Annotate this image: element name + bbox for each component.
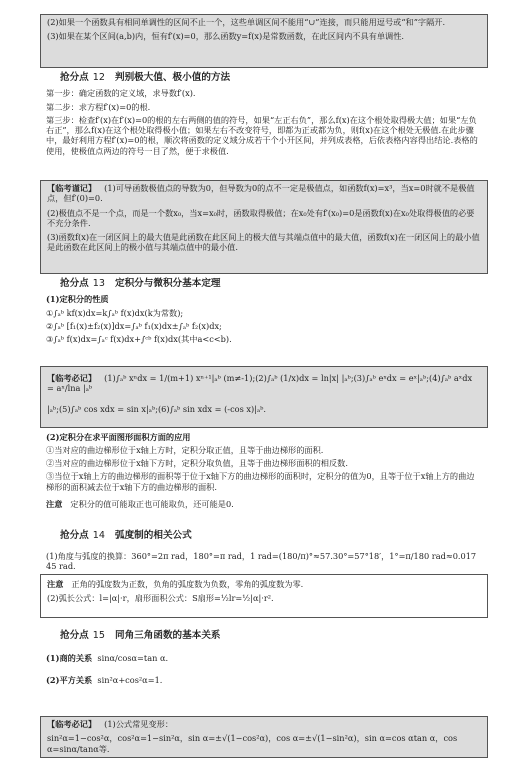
area-case-3: ③当位于x轴上方的曲边梯形的面积等于位于x轴下方的曲边梯形的面积时，定积分的值为0，且等于位于x轴上方的曲边梯形的面积减去位于x轴下方的曲边梯形的面积. (46, 471, 475, 492)
integral-properties-title: (1)定积分的性质 (46, 294, 109, 305)
section-12 (40, 68, 486, 157)
memo-box-15: 【临考必记】 (1)公式常见变形： sin²α=1−cos²α，cos²α=1−sin²α，sin α=±√(1−cos²α)，cos α=±√(1−sin²α)，sin α=cos αtan α，cos α=sinα/tanα等. (40, 716, 488, 758)
note-3: (3)如果在某个区间(a,b)内，恒有f′(x)=0，那么函数y=f(x)是常数函数，在此区间内不具有单调性. (47, 31, 404, 42)
memo-12-item-3: (3)函数f(x)在一闭区间上的最大值是此函数在此区间上的极大值与其端点值中的最大值，函数f(x)在一闭区间上的最小值是此函数在此区间上的极小值与其端点值中的最小值. (47, 232, 480, 253)
memo-15-formula: sin²α=1−cos²α，cos²α=1−sin²α，sin α=±√(1−cos²α)，cos α=±√(1−sin²α)，sin α=cos αtan α，cos α=sinα/tanα等. (47, 733, 458, 754)
square-relation: (2)平方关系 (46, 674, 93, 685)
note-tag: 注意 (46, 498, 63, 509)
note-box-14: 注意 正角的弧度数为正数，负角的弧度数为负数，零角的弧度数为零. (2)弧长公式：l=|α|·r，扇形面积公式：S扇形=½lr=½|α|·r². (40, 574, 488, 618)
section-14 (40, 526, 486, 573)
section-13 (40, 274, 486, 346)
area-case-1: ①当对应的曲边梯形位于x轴上方时，定积分取正值，且等于曲边梯形的面积. (46, 444, 324, 455)
plane-area-title: (2)定积分在求平面图形面积方面的应用 (46, 431, 191, 442)
angle-conversion: (1)角度与弧度的换算：360°=2π rad，180°=π rad，1 rad=(180/π)°≈57.30°=57°18′，1°=π/180 rad≈0.017 45 rad. (46, 550, 477, 572)
integral-property-3: ③∫ₐᵇ f(x)dx=∫ₐᶜ f(x)dx+∫ᶜᵇ f(x)dx(其中a<c<b). (46, 334, 232, 345)
integral-property-2: ②∫ₐᵇ [f₁(x)±f₂(x)]dx=∫ₐᵇ f₁(x)dx±∫ₐᵇ f₂(x)dx; (46, 320, 222, 331)
integral-property-1: ①∫ₐᵇ kf(x)dx=k∫ₐᵇ f(x)dx(k为常数); (46, 307, 184, 318)
section-13-part-2 (40, 430, 486, 511)
section-12-heading: 抢分点 12 判别极大值、极小值的方法 (60, 72, 231, 83)
section-13-heading: 抢分点 13 定积分与微积分基本定理 (60, 278, 221, 289)
step-3: 第三步：检查f′(x)在f′(x)=0的根的左右两侧的值的符号，如果“左正右负”，那么f(x)在这个根处取得极大值；如果“左负右正”，那么f(x)在这个根处取得极小值；如果左右不改变符号，即都为正或都为负，则f(x)在这个根处无极值.在此步骤中，最好利用方程f′(x)=0的根，顺次将函数的定义域分成若干个小开区间，并列成表格，后依表格内容得出结论.表格的使用，使极值点两边的符号一目了然，便于求极值. (46, 114, 478, 156)
monotonic-notes-box (40, 14, 488, 68)
note-text: 定积分的值可能取正也可能取负，还可能是0. (70, 498, 234, 509)
note-14: 正角的弧度数为正数，负角的弧度数为负数，零角的弧度数为零. (71, 579, 304, 589)
section-15-heading: 抢分点 15 同角三角函数的基本关系 (60, 630, 221, 641)
step-1: 第一步：确定函数的定义域，求导数f′(x). (46, 88, 196, 99)
memo-tag: 【临考谨记】 (47, 183, 97, 193)
memo-13-formula-2: |ₐᵇ;(5)∫ₐᵇ cos xdx = sin x|ₐᵇ;(6)∫ₐᵇ sin xdx = (-cos x)|ₐᵇ. (47, 403, 266, 414)
memo-tag-13: 【临考必记】 (47, 373, 97, 383)
section-15: 抢分点 15 同角三角函数的基本关系 (1)商的关系 sinα/cosα=tan α. (2)平方关系 sin²α+cos²α=1. (40, 626, 486, 686)
arc-length-formula: (2)弧长公式：l=|α|·r，扇形面积公式：S扇形=½lr=½|α|·r². (47, 593, 274, 604)
area-case-2: ②当对应的曲边梯形位于x轴下方时，定积分取负值，且等于曲边梯形面积的相反数. (46, 458, 348, 468)
section-14-heading: 抢分点 14 弧度制的相关公式 (60, 530, 192, 541)
memo-12-item-2: (2)极值点不是一个点，而是一个数x₀，当x=x₀时，函数取得极值；在x₀处有f′(x₀)=0是函数f(x)在x₀处取得极值的必要不充分条件. (47, 207, 475, 228)
note-2: (2)如果一个函数具有相同单调性的区间不止一个，这些单调区间不能用“∪”连接，而只能用逗号或“和”字隔开. (47, 17, 446, 27)
memo-box-12: 【临考谨记】 (1)可导函数极值点的导数为0，但导数为0的点不一定是极值点，如函数f(x)=x³，当x=0时就不是极值点，但f′(0)=0. (2)极值点不是一个点，而是一个数x₀，当x=x₀时，函数取得极值；在x₀处有f′(x₀)=0是函数f(x)在x₀处取得极值的必要不充分条件. (3)函数f(x)在一闭区间上的最大值是此函数在此区间上的极大值与其端点值中的最大值，函数f(x)在一闭区间上的最小值是此函数在此区间上的极小值与其端点值中的最小值. (40, 180, 488, 274)
quotient-relation: (1)商的关系 (46, 652, 93, 663)
memo-box-13: 【临考必记】 (1)∫ₐᵇ xⁿdx = 1/(m+1) xⁿ⁺¹|ₐᵇ (m≠-1);(2)∫ₐᵇ (1/x)dx = ln|x| |ₐᵇ;(3)∫ₐᵇ eˣdx = eˣ|ₐᵇ;(4)∫ₐᵇ aˣdx = aˣ/lna |ₐᵇ |ₐᵇ;(5)∫ₐᵇ cos xdx = sin x|ₐᵇ;(6)∫ₐᵇ sin xdx = (-cos x)|ₐᵇ. (40, 366, 488, 428)
step-2: 第二步：求方程f′(x)=0的根. (46, 101, 151, 112)
